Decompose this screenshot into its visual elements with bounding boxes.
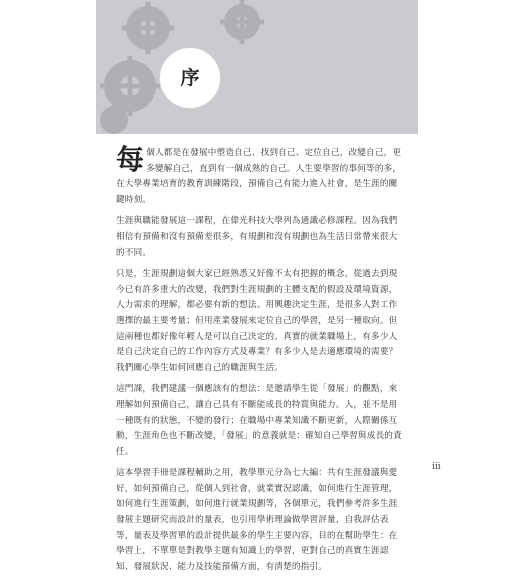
body-text (116, 143, 406, 581)
paragraph-1 (116, 143, 406, 208)
paragraph-5: 這本學習手冊是課程輔助之用，教學單元分為七大編：共有生涯發議與愛好，如何預備自己，從個人到社會，就業實況認識，如何進行生涯管理，如何進行生涯策劃，如何進行就業規劃等，各個單元，我們參考許多生涯發展主題研究而設計的量表，也引用學術理論做學習評量，自我評估表等，量表及學習單的設計提供最多的學生主要內容，目的在幫助學生：在學習上，不單單是對教學主題有知識上的學習，更對自己的真實生涯認知、發展狀況、能力及技能預備方面，有清楚的指引。 (116, 468, 398, 572)
paragraph-3: 只是，生涯規劃這個大家已經熟悉又好像不太有把握的概念，從過去到現今已有許多重大的改變，我們對生涯規劃的主體支配的假設及環境資源，人力需求的理解，都必要有新的想法。用興趣決定生涯，是很多人對工作選擇的最主要考量；但用產業發展來定位自己的學習，是另一種取向。但這兩種也都好像年輕人是可以自己決定的。真實的就業職場上，有多少人是自己決定自己的工作內容方式及專業？有多少人是去適應環境的需要？我們關心學生如何回應自己的職涯與生活。 (116, 269, 398, 373)
gears-icon (96, 0, 418, 134)
paragraph-4: 這門課，我們建議一個應該有的想法：是邀請學生從「發展」的觀點，來理解如何預備自己，讓自己具有不斷能成長的特質與能力。人，並不是用一種既有的狀態，不變的發行；在職場中專業知識不斷更新，人際關係互動，生涯角色也不斷改變，「發展」的意義就是：確知自己學習與成長的責任。 (116, 384, 402, 457)
paragraph-2: 生涯與職能發展這一課程，在偉光科技大學列為通識必修課程。因為我們相信有預備和沒有預備差很多，有規劃和沒有規劃也為生活日常帶來很大的不同。 (116, 216, 398, 258)
paragraph-1-text: 個人都是在發展中塑造自己、找到自己、定位自己，改變自己，更多變解自己，直到有一個成熟的自己。人生要學習的事何等的多，在大學專業培育的教育訓練階段，預備自己有能力進入社會，是生涯的關鍵時刻。 (116, 148, 402, 205)
page-title: 序 (180, 67, 200, 89)
drop-cap: 每 (116, 143, 145, 176)
page-number: iii (432, 462, 441, 472)
